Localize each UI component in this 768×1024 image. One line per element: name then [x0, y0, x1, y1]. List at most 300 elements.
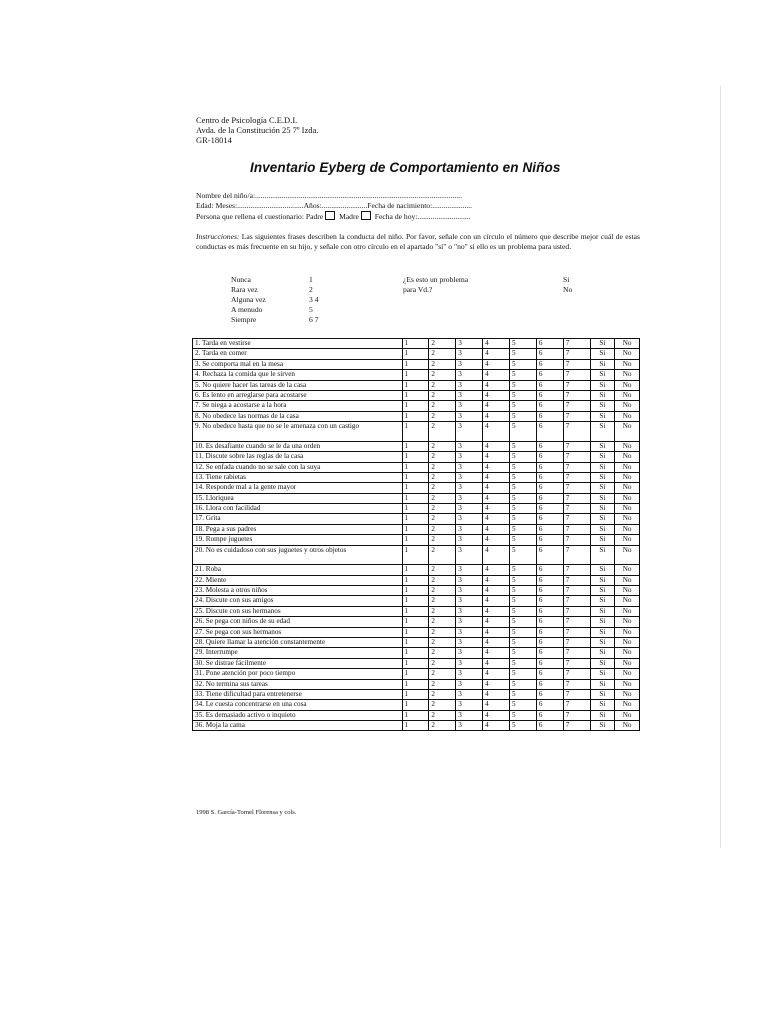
frequency-option[interactable]: 4: [483, 401, 510, 411]
problem-no-option[interactable]: No: [615, 422, 640, 442]
frequency-option[interactable]: 2: [429, 452, 456, 462]
problem-no-option[interactable]: No: [615, 411, 640, 421]
frequency-option[interactable]: 4: [483, 441, 510, 451]
frequency-option[interactable]: 4: [483, 545, 510, 565]
frequency-option[interactable]: 4: [483, 710, 510, 720]
frequency-option[interactable]: 6: [536, 472, 563, 482]
frequency-option[interactable]: 4: [483, 535, 510, 545]
frequency-option[interactable]: 3: [456, 721, 483, 731]
frequency-option[interactable]: 2: [429, 349, 456, 359]
age-birthdate-field[interactable]: Edad: Meses:...................................Años:........................Fecha de nacimiento:.....................: [196, 201, 473, 210]
frequency-option[interactable]: 6: [536, 637, 563, 647]
frequency-option[interactable]: 2: [429, 380, 456, 390]
frequency-option[interactable]: 3: [456, 596, 483, 606]
frequency-option[interactable]: 7: [563, 565, 590, 575]
frequency-option[interactable]: 7: [563, 617, 590, 627]
frequency-option[interactable]: 3: [456, 514, 483, 524]
frequency-option[interactable]: 5: [509, 370, 536, 380]
frequency-option[interactable]: 7: [563, 721, 590, 731]
frequency-option[interactable]: 5: [509, 586, 536, 596]
problem-yes-option[interactable]: Si: [590, 514, 615, 524]
father-checkbox[interactable]: [325, 211, 335, 220]
frequency-option[interactable]: 5: [509, 700, 536, 710]
frequency-option[interactable]: 7: [563, 700, 590, 710]
frequency-option[interactable]: 5: [509, 627, 536, 637]
frequency-option[interactable]: 4: [483, 689, 510, 699]
problem-no-option[interactable]: No: [615, 545, 640, 565]
frequency-option[interactable]: 4: [483, 606, 510, 616]
frequency-option[interactable]: 6: [536, 535, 563, 545]
frequency-option[interactable]: 7: [563, 483, 590, 493]
today-date-field[interactable]: Fecha de hoy:............................: [374, 212, 471, 221]
frequency-option[interactable]: 2: [429, 472, 456, 482]
problem-yes-option[interactable]: Si: [590, 648, 615, 658]
frequency-option[interactable]: 7: [563, 349, 590, 359]
mother-checkbox[interactable]: [361, 211, 371, 220]
problem-no-option[interactable]: No: [615, 617, 640, 627]
frequency-option[interactable]: 1: [402, 514, 429, 524]
frequency-option[interactable]: 4: [483, 627, 510, 637]
problem-yes-option[interactable]: Si: [590, 472, 615, 482]
frequency-option[interactable]: 6: [536, 658, 563, 668]
frequency-option[interactable]: 3: [456, 462, 483, 472]
frequency-option[interactable]: 3: [456, 452, 483, 462]
frequency-option[interactable]: 2: [429, 679, 456, 689]
problem-yes-option[interactable]: Si: [590, 401, 615, 411]
frequency-option[interactable]: 7: [563, 637, 590, 647]
problem-yes-option[interactable]: Si: [590, 390, 615, 400]
frequency-option[interactable]: 7: [563, 401, 590, 411]
problem-no-option[interactable]: No: [615, 679, 640, 689]
problem-yes-option[interactable]: Si: [590, 596, 615, 606]
frequency-option[interactable]: 7: [563, 441, 590, 451]
frequency-option[interactable]: 5: [509, 637, 536, 647]
problem-no-option[interactable]: No: [615, 462, 640, 472]
frequency-option[interactable]: 3: [456, 617, 483, 627]
frequency-option[interactable]: 7: [563, 545, 590, 565]
frequency-option[interactable]: 6: [536, 669, 563, 679]
frequency-option[interactable]: 4: [483, 700, 510, 710]
problem-no-option[interactable]: No: [615, 504, 640, 514]
frequency-option[interactable]: 2: [429, 596, 456, 606]
problem-yes-option[interactable]: Si: [590, 349, 615, 359]
frequency-option[interactable]: 4: [483, 524, 510, 534]
problem-yes-option[interactable]: Si: [590, 339, 615, 349]
frequency-option[interactable]: 6: [536, 606, 563, 616]
problem-no-option[interactable]: No: [615, 606, 640, 616]
frequency-option[interactable]: 2: [429, 637, 456, 647]
frequency-option[interactable]: 4: [483, 575, 510, 585]
problem-yes-option[interactable]: Si: [590, 617, 615, 627]
frequency-option[interactable]: 5: [509, 648, 536, 658]
problem-yes-option[interactable]: Si: [590, 359, 615, 369]
problem-no-option[interactable]: No: [615, 721, 640, 731]
problem-yes-option[interactable]: Si: [590, 658, 615, 668]
frequency-option[interactable]: 5: [509, 483, 536, 493]
frequency-option[interactable]: 1: [402, 679, 429, 689]
frequency-option[interactable]: 5: [509, 390, 536, 400]
frequency-option[interactable]: 1: [402, 524, 429, 534]
frequency-option[interactable]: 5: [509, 575, 536, 585]
frequency-option[interactable]: 2: [429, 390, 456, 400]
frequency-option[interactable]: 2: [429, 370, 456, 380]
problem-no-option[interactable]: No: [615, 565, 640, 575]
frequency-option[interactable]: 4: [483, 472, 510, 482]
frequency-option[interactable]: 3: [456, 606, 483, 616]
frequency-option[interactable]: 3: [456, 422, 483, 442]
frequency-option[interactable]: 2: [429, 669, 456, 679]
problem-yes-option[interactable]: Si: [590, 462, 615, 472]
frequency-option[interactable]: 2: [429, 710, 456, 720]
problem-yes-option[interactable]: Si: [590, 493, 615, 503]
frequency-option[interactable]: 3: [456, 370, 483, 380]
frequency-option[interactable]: 6: [536, 679, 563, 689]
frequency-option[interactable]: 6: [536, 359, 563, 369]
frequency-option[interactable]: 3: [456, 700, 483, 710]
problem-no-option[interactable]: No: [615, 390, 640, 400]
frequency-option[interactable]: 1: [402, 370, 429, 380]
frequency-option[interactable]: 7: [563, 535, 590, 545]
problem-no-option[interactable]: No: [615, 452, 640, 462]
frequency-option[interactable]: 1: [402, 545, 429, 565]
frequency-option[interactable]: 4: [483, 483, 510, 493]
problem-yes-option[interactable]: Si: [590, 441, 615, 451]
problem-no-option[interactable]: No: [615, 514, 640, 524]
frequency-option[interactable]: 3: [456, 524, 483, 534]
problem-yes-option[interactable]: Si: [590, 565, 615, 575]
frequency-option[interactable]: 5: [509, 535, 536, 545]
frequency-option[interactable]: 3: [456, 380, 483, 390]
frequency-option[interactable]: 1: [402, 648, 429, 658]
frequency-option[interactable]: 2: [429, 359, 456, 369]
frequency-option[interactable]: 2: [429, 617, 456, 627]
frequency-option[interactable]: 7: [563, 422, 590, 442]
frequency-option[interactable]: 3: [456, 679, 483, 689]
frequency-option[interactable]: 5: [509, 441, 536, 451]
frequency-option[interactable]: 1: [402, 472, 429, 482]
frequency-option[interactable]: 4: [483, 504, 510, 514]
frequency-option[interactable]: 6: [536, 700, 563, 710]
frequency-option[interactable]: 3: [456, 535, 483, 545]
frequency-option[interactable]: 6: [536, 524, 563, 534]
frequency-option[interactable]: 3: [456, 689, 483, 699]
frequency-option[interactable]: 1: [402, 411, 429, 421]
frequency-option[interactable]: 4: [483, 637, 510, 647]
frequency-option[interactable]: 4: [483, 658, 510, 668]
frequency-option[interactable]: 4: [483, 514, 510, 524]
frequency-option[interactable]: 3: [456, 472, 483, 482]
frequency-option[interactable]: 7: [563, 689, 590, 699]
frequency-option[interactable]: 3: [456, 493, 483, 503]
frequency-option[interactable]: 3: [456, 339, 483, 349]
frequency-option[interactable]: 6: [536, 390, 563, 400]
frequency-option[interactable]: 4: [483, 669, 510, 679]
problem-yes-option[interactable]: Si: [590, 689, 615, 699]
frequency-option[interactable]: 5: [509, 380, 536, 390]
frequency-option[interactable]: 7: [563, 339, 590, 349]
child-name-field[interactable]: Nombre del niño/a:.............................................................................................................: [196, 191, 462, 200]
problem-no-option[interactable]: No: [615, 575, 640, 585]
frequency-option[interactable]: 2: [429, 648, 456, 658]
frequency-option[interactable]: 4: [483, 586, 510, 596]
frequency-option[interactable]: 6: [536, 452, 563, 462]
frequency-option[interactable]: 7: [563, 452, 590, 462]
frequency-option[interactable]: 2: [429, 627, 456, 637]
frequency-option[interactable]: 5: [509, 359, 536, 369]
frequency-option[interactable]: 5: [509, 472, 536, 482]
problem-yes-option[interactable]: Si: [590, 545, 615, 565]
problem-no-option[interactable]: No: [615, 710, 640, 720]
frequency-option[interactable]: 6: [536, 422, 563, 442]
problem-yes-option[interactable]: Si: [590, 504, 615, 514]
problem-no-option[interactable]: No: [615, 637, 640, 647]
frequency-option[interactable]: 5: [509, 689, 536, 699]
frequency-option[interactable]: 5: [509, 493, 536, 503]
frequency-option[interactable]: 1: [402, 359, 429, 369]
frequency-option[interactable]: 5: [509, 524, 536, 534]
problem-no-option[interactable]: No: [615, 627, 640, 637]
problem-yes-option[interactable]: Si: [590, 606, 615, 616]
problem-no-option[interactable]: No: [615, 669, 640, 679]
frequency-option[interactable]: 1: [402, 586, 429, 596]
frequency-option[interactable]: 3: [456, 504, 483, 514]
problem-no-option[interactable]: No: [615, 472, 640, 482]
frequency-option[interactable]: 7: [563, 514, 590, 524]
frequency-option[interactable]: 4: [483, 721, 510, 731]
problem-yes-option[interactable]: Si: [590, 535, 615, 545]
frequency-option[interactable]: 2: [429, 339, 456, 349]
frequency-option[interactable]: 3: [456, 586, 483, 596]
frequency-option[interactable]: 1: [402, 339, 429, 349]
frequency-option[interactable]: 4: [483, 422, 510, 442]
frequency-option[interactable]: 7: [563, 596, 590, 606]
frequency-option[interactable]: 2: [429, 504, 456, 514]
frequency-option[interactable]: 7: [563, 606, 590, 616]
frequency-option[interactable]: 1: [402, 575, 429, 585]
frequency-option[interactable]: 1: [402, 565, 429, 575]
frequency-option[interactable]: 1: [402, 689, 429, 699]
problem-no-option[interactable]: No: [615, 380, 640, 390]
frequency-option[interactable]: 2: [429, 493, 456, 503]
problem-no-option[interactable]: No: [615, 524, 640, 534]
frequency-option[interactable]: 2: [429, 721, 456, 731]
frequency-option[interactable]: 7: [563, 658, 590, 668]
frequency-option[interactable]: 6: [536, 462, 563, 472]
problem-yes-option[interactable]: Si: [590, 380, 615, 390]
frequency-option[interactable]: 6: [536, 565, 563, 575]
frequency-option[interactable]: 1: [402, 422, 429, 442]
problem-yes-option[interactable]: Si: [590, 721, 615, 731]
frequency-option[interactable]: 4: [483, 462, 510, 472]
frequency-option[interactable]: 1: [402, 493, 429, 503]
frequency-option[interactable]: 3: [456, 637, 483, 647]
frequency-option[interactable]: 6: [536, 721, 563, 731]
problem-yes-option[interactable]: Si: [590, 452, 615, 462]
problem-no-option[interactable]: No: [615, 441, 640, 451]
problem-yes-option[interactable]: Si: [590, 411, 615, 421]
frequency-option[interactable]: 6: [536, 349, 563, 359]
frequency-option[interactable]: 6: [536, 586, 563, 596]
frequency-option[interactable]: 2: [429, 514, 456, 524]
frequency-option[interactable]: 2: [429, 575, 456, 585]
problem-no-option[interactable]: No: [615, 596, 640, 606]
frequency-option[interactable]: 6: [536, 617, 563, 627]
frequency-option[interactable]: 4: [483, 411, 510, 421]
frequency-option[interactable]: 4: [483, 493, 510, 503]
frequency-option[interactable]: 7: [563, 462, 590, 472]
frequency-option[interactable]: 4: [483, 565, 510, 575]
frequency-option[interactable]: 1: [402, 452, 429, 462]
frequency-option[interactable]: 6: [536, 370, 563, 380]
frequency-option[interactable]: 5: [509, 422, 536, 442]
problem-no-option[interactable]: No: [615, 700, 640, 710]
frequency-option[interactable]: 1: [402, 390, 429, 400]
frequency-option[interactable]: 2: [429, 422, 456, 442]
problem-no-option[interactable]: No: [615, 339, 640, 349]
problem-no-option[interactable]: No: [615, 349, 640, 359]
frequency-option[interactable]: 3: [456, 575, 483, 585]
frequency-option[interactable]: 7: [563, 504, 590, 514]
frequency-option[interactable]: 1: [402, 700, 429, 710]
frequency-option[interactable]: 2: [429, 462, 456, 472]
frequency-option[interactable]: 1: [402, 710, 429, 720]
frequency-option[interactable]: 1: [402, 483, 429, 493]
frequency-option[interactable]: 3: [456, 648, 483, 658]
frequency-option[interactable]: 2: [429, 545, 456, 565]
problem-no-option[interactable]: No: [615, 535, 640, 545]
problem-no-option[interactable]: No: [615, 359, 640, 369]
frequency-option[interactable]: 7: [563, 411, 590, 421]
frequency-option[interactable]: 5: [509, 710, 536, 720]
frequency-option[interactable]: 4: [483, 617, 510, 627]
frequency-option[interactable]: 1: [402, 669, 429, 679]
frequency-option[interactable]: 5: [509, 596, 536, 606]
frequency-option[interactable]: 5: [509, 401, 536, 411]
frequency-option[interactable]: 1: [402, 658, 429, 668]
frequency-option[interactable]: 1: [402, 504, 429, 514]
frequency-option[interactable]: 1: [402, 535, 429, 545]
frequency-option[interactable]: 6: [536, 710, 563, 720]
problem-no-option[interactable]: No: [615, 401, 640, 411]
frequency-option[interactable]: 6: [536, 514, 563, 524]
problem-yes-option[interactable]: Si: [590, 627, 615, 637]
frequency-option[interactable]: 1: [402, 462, 429, 472]
frequency-option[interactable]: 2: [429, 586, 456, 596]
frequency-option[interactable]: 6: [536, 493, 563, 503]
frequency-option[interactable]: 7: [563, 710, 590, 720]
frequency-option[interactable]: 5: [509, 514, 536, 524]
problem-yes-option[interactable]: Si: [590, 637, 615, 647]
frequency-option[interactable]: 1: [402, 606, 429, 616]
frequency-option[interactable]: 3: [456, 627, 483, 637]
frequency-option[interactable]: 7: [563, 390, 590, 400]
frequency-option[interactable]: 3: [456, 441, 483, 451]
frequency-option[interactable]: 5: [509, 565, 536, 575]
frequency-option[interactable]: 3: [456, 401, 483, 411]
frequency-option[interactable]: 5: [509, 452, 536, 462]
frequency-option[interactable]: 5: [509, 504, 536, 514]
problem-yes-option[interactable]: Si: [590, 575, 615, 585]
frequency-option[interactable]: 4: [483, 452, 510, 462]
problem-no-option[interactable]: No: [615, 370, 640, 380]
frequency-option[interactable]: 4: [483, 359, 510, 369]
frequency-option[interactable]: 3: [456, 411, 483, 421]
frequency-option[interactable]: 5: [509, 617, 536, 627]
frequency-option[interactable]: 7: [563, 380, 590, 390]
frequency-option[interactable]: 1: [402, 637, 429, 647]
frequency-option[interactable]: 3: [456, 669, 483, 679]
frequency-option[interactable]: 3: [456, 545, 483, 565]
frequency-option[interactable]: 5: [509, 411, 536, 421]
problem-no-option[interactable]: No: [615, 658, 640, 668]
frequency-option[interactable]: 7: [563, 359, 590, 369]
frequency-option[interactable]: 3: [456, 349, 483, 359]
frequency-option[interactable]: 7: [563, 627, 590, 637]
frequency-option[interactable]: 2: [429, 658, 456, 668]
frequency-option[interactable]: 3: [456, 483, 483, 493]
frequency-option[interactable]: 5: [509, 606, 536, 616]
frequency-option[interactable]: 7: [563, 586, 590, 596]
frequency-option[interactable]: 7: [563, 472, 590, 482]
frequency-option[interactable]: 4: [483, 648, 510, 658]
frequency-option[interactable]: 3: [456, 658, 483, 668]
frequency-option[interactable]: 1: [402, 401, 429, 411]
problem-no-option[interactable]: No: [615, 483, 640, 493]
frequency-option[interactable]: 5: [509, 339, 536, 349]
frequency-option[interactable]: 1: [402, 596, 429, 606]
frequency-option[interactable]: 2: [429, 524, 456, 534]
frequency-option[interactable]: 4: [483, 596, 510, 606]
frequency-option[interactable]: 2: [429, 606, 456, 616]
frequency-option[interactable]: 6: [536, 627, 563, 637]
frequency-option[interactable]: 1: [402, 380, 429, 390]
frequency-option[interactable]: 4: [483, 339, 510, 349]
frequency-option[interactable]: 7: [563, 575, 590, 585]
problem-no-option[interactable]: No: [615, 586, 640, 596]
frequency-option[interactable]: 5: [509, 462, 536, 472]
frequency-option[interactable]: 1: [402, 617, 429, 627]
frequency-option[interactable]: 4: [483, 390, 510, 400]
frequency-option[interactable]: 5: [509, 349, 536, 359]
problem-yes-option[interactable]: Si: [590, 422, 615, 442]
frequency-option[interactable]: 2: [429, 689, 456, 699]
frequency-option[interactable]: 5: [509, 679, 536, 689]
frequency-option[interactable]: 3: [456, 359, 483, 369]
frequency-option[interactable]: 6: [536, 441, 563, 451]
frequency-option[interactable]: 7: [563, 493, 590, 503]
frequency-option[interactable]: 5: [509, 669, 536, 679]
frequency-option[interactable]: 6: [536, 648, 563, 658]
frequency-option[interactable]: 3: [456, 710, 483, 720]
problem-yes-option[interactable]: Si: [590, 586, 615, 596]
frequency-option[interactable]: 6: [536, 380, 563, 390]
frequency-option[interactable]: 7: [563, 679, 590, 689]
problem-yes-option[interactable]: Si: [590, 370, 615, 380]
frequency-option[interactable]: 2: [429, 700, 456, 710]
frequency-option[interactable]: 6: [536, 411, 563, 421]
problem-no-option[interactable]: No: [615, 648, 640, 658]
frequency-option[interactable]: 6: [536, 689, 563, 699]
frequency-option[interactable]: 3: [456, 390, 483, 400]
problem-yes-option[interactable]: Si: [590, 483, 615, 493]
problem-yes-option[interactable]: Si: [590, 669, 615, 679]
frequency-option[interactable]: 7: [563, 524, 590, 534]
frequency-option[interactable]: 6: [536, 596, 563, 606]
frequency-option[interactable]: 2: [429, 411, 456, 421]
frequency-option[interactable]: 6: [536, 504, 563, 514]
frequency-option[interactable]: 6: [536, 545, 563, 565]
frequency-option[interactable]: 2: [429, 441, 456, 451]
